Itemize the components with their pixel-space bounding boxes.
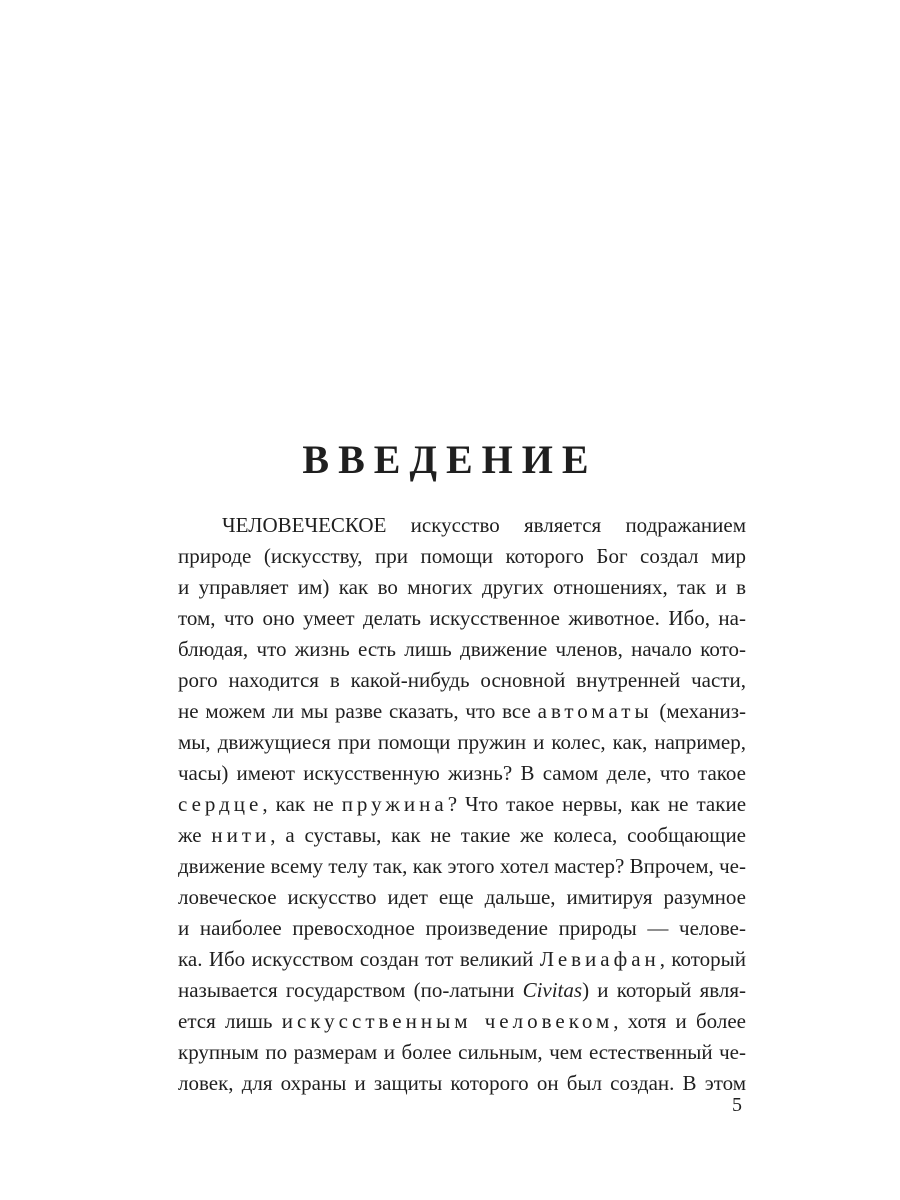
- body-text: [178, 510, 746, 1099]
- text-line: [178, 851, 746, 882]
- text-line: [178, 913, 746, 944]
- text-fragment: движение всему телу так, как этого хотел мастер? Впрочем, че-: [178, 854, 746, 878]
- text-fragment: природе (искусству, при помощи которого Бог создал мир: [178, 544, 746, 568]
- text-fragment: ловеческое искусство идет еще дальше, имитируя разумное: [178, 885, 746, 909]
- text-fragment: (механиз-: [652, 699, 746, 723]
- text-line: [178, 1037, 746, 1068]
- text-line: [178, 882, 746, 913]
- text-fragment: ловек, для охраны и защиты которого он был создан. В этом: [178, 1071, 746, 1095]
- spaced-emphasis: автоматы: [537, 699, 653, 723]
- text-fragment: ется лишь: [178, 1009, 282, 1033]
- text-fragment: называется государством (по-латыни: [178, 978, 523, 1002]
- text-line: [178, 634, 746, 665]
- text-fragment: ) и который явля-: [582, 978, 746, 1002]
- text-line: [178, 541, 746, 572]
- text-line: [178, 1068, 746, 1099]
- text-line: [178, 665, 746, 696]
- text-line: [178, 696, 746, 727]
- spaced-emphasis: сердце: [178, 792, 263, 816]
- text-line: [178, 789, 746, 820]
- text-fragment: крупным по размерам и более сильным, чем естественный че-: [178, 1040, 746, 1064]
- text-fragment: , который: [659, 947, 746, 971]
- text-line: [178, 603, 746, 634]
- text-line: [178, 1006, 746, 1037]
- text-fragment: ка. Ибо искусством создан тот великий: [178, 947, 540, 971]
- italic-term: Civitas: [522, 978, 583, 1002]
- spaced-emphasis: пружина: [341, 792, 448, 816]
- text-line: [178, 944, 746, 975]
- text-line: [178, 572, 746, 603]
- text-fragment: мы, движущиеся при помощи пружин и колес, как, например,: [178, 730, 746, 754]
- page-number: 5: [732, 1094, 742, 1116]
- text-fragment: ЧЕЛОВЕЧЕСКОЕ искусство является подражанием: [222, 513, 746, 537]
- text-fragment: том, что оно умеет делать искусственное животное. Ибо, на-: [178, 606, 746, 630]
- text-fragment: же: [178, 823, 212, 847]
- text-fragment: блюдая, что жизнь есть лишь движение членов, начало кото-: [178, 637, 746, 661]
- text-fragment: рого находится в какой-нибудь основной внутренней части,: [178, 668, 746, 692]
- text-line: [178, 727, 746, 758]
- text-line: [178, 758, 746, 789]
- spaced-emphasis: Левиафан: [539, 947, 660, 971]
- text-line: [178, 820, 746, 851]
- text-fragment: не можем ли мы разве сказать, что все: [178, 699, 538, 723]
- text-fragment: ? Что такое нервы, как не такие: [447, 792, 746, 816]
- text-fragment: , как не: [262, 792, 342, 816]
- text-fragment: и управляет им) как во многих других отношениях, так и в: [178, 575, 746, 599]
- chapter-heading: ВВЕДЕНИЕ: [302, 437, 598, 482]
- text-fragment: , хотя и более: [613, 1009, 746, 1033]
- text-line: [178, 510, 746, 541]
- text-fragment: и наиболее превосходное произведение природы — челове-: [178, 916, 746, 940]
- text-fragment: , а суставы, как не такие же колеса, сообщающие: [270, 823, 746, 847]
- spaced-emphasis: нити: [211, 823, 271, 847]
- text-line: [178, 975, 746, 1006]
- spaced-emphasis: искусственным человеком: [281, 1009, 614, 1033]
- text-fragment: часы) имеют искусственную жизнь? В самом деле, что такое: [178, 761, 746, 785]
